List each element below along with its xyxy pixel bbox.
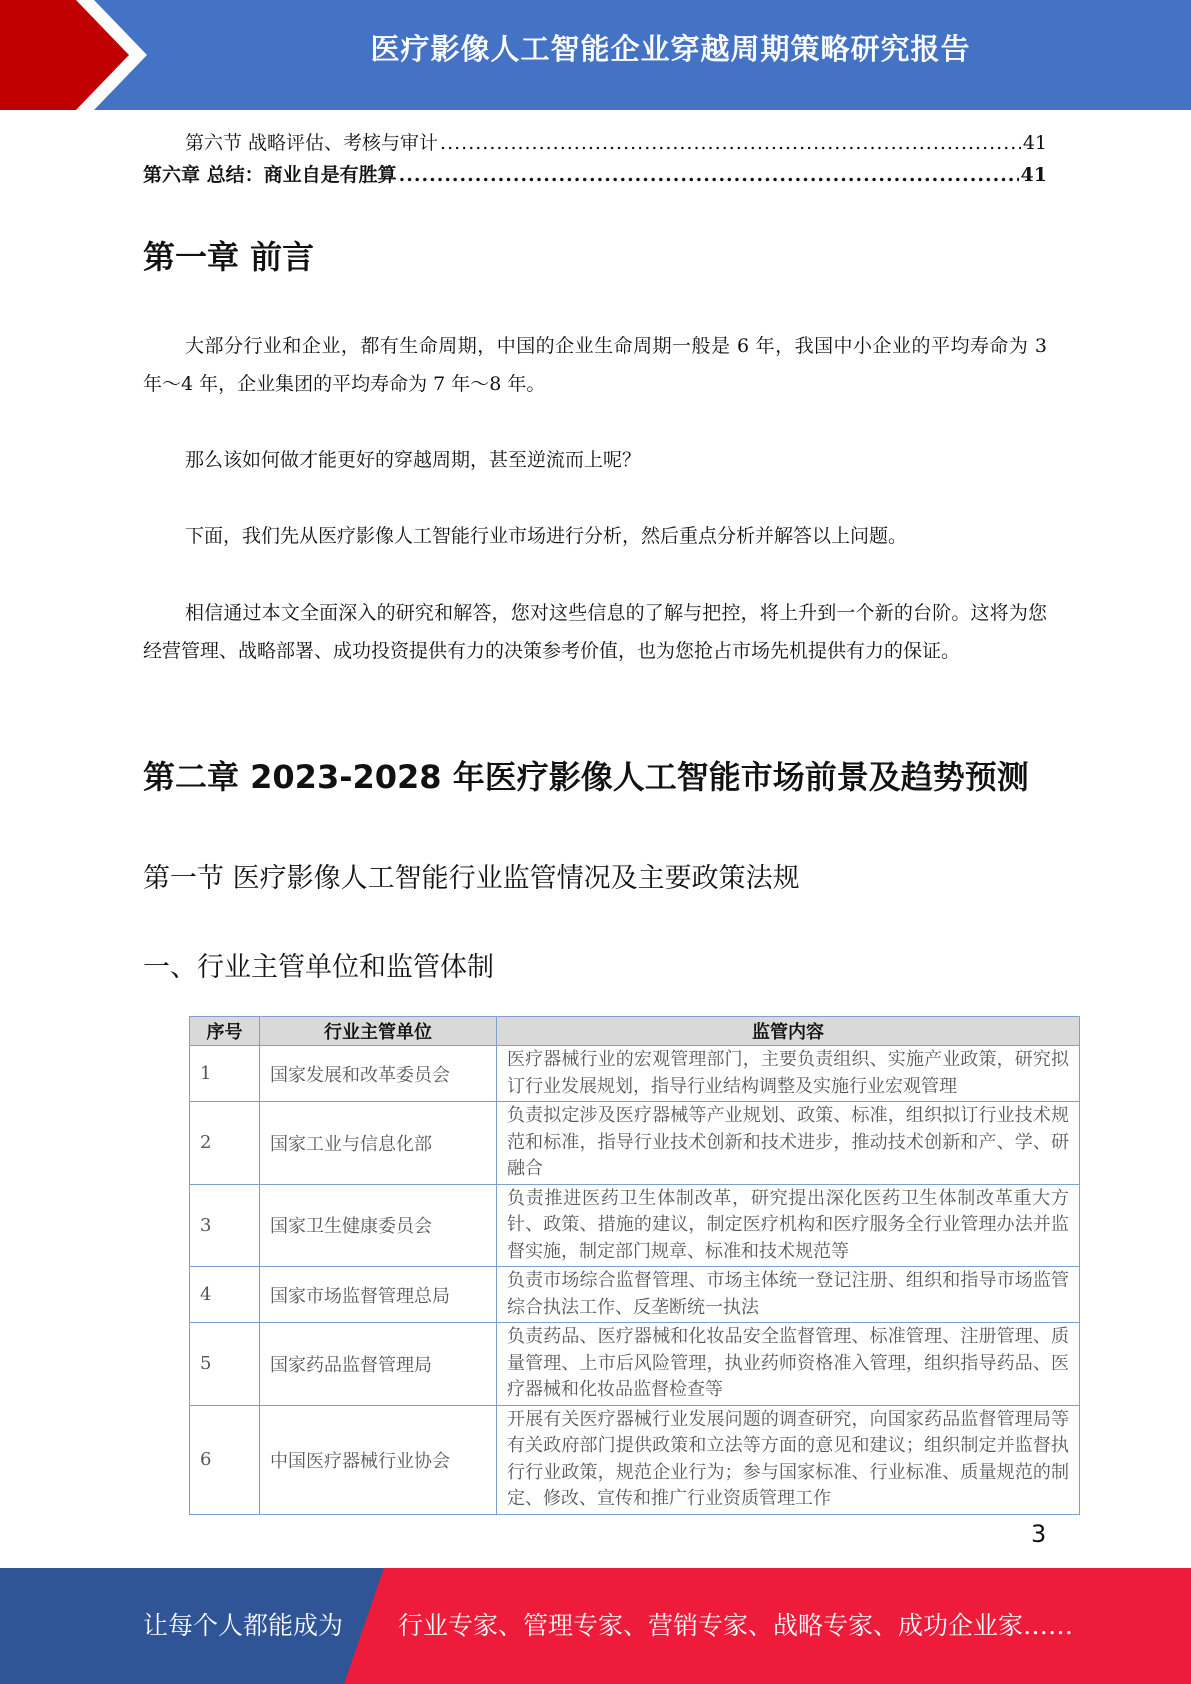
regulatory-content: 开展有关医疗器械行业发展问题的调查研究，向国家药品监督管理局等有关政府部门提供政策和立法等方面的意见和建议；组织制定并监督执行行业政策，规范企业行为；参与国家标准、行业标准、质量规范的制定、修改、宣传和推广行业资质管理工作 [497, 1405, 1080, 1514]
chapter-2-heading: 第二章 2023-2028 年医疗影像人工智能市场前景及趋势预测 [143, 758, 1029, 796]
regulatory-content: 负责拟定涉及医疗器械等产业规划、政策、标准，组织拟订行业技术规范和标准，指导行业技术创新和技术进步，推动技术创新和产、学、研融合 [497, 1102, 1080, 1185]
toc-entry-chapter-6[interactable] [143, 160, 1047, 190]
table-row [190, 1323, 1080, 1406]
table-row [190, 1102, 1080, 1185]
chapter-1-heading: 第一章 前言 [143, 238, 315, 276]
row-number: 6 [190, 1405, 260, 1514]
authority-name: 中国医疗器械行业协会 [260, 1405, 497, 1514]
toc-entry-label: 第六节 战略评估、考核与审计 [185, 132, 439, 154]
intro-paragraph-2: 那么该如何做才能更好的穿越周期，甚至逆流而上呢？ [185, 449, 642, 471]
report-title: 医疗影像人工智能企业穿越周期策略研究报告 [370, 32, 971, 66]
toc-entry-label: 第六章 总结：商业自是有胜算 [143, 164, 397, 186]
header-red-arrow-decoration [0, 0, 160, 110]
authority-name: 国家发展和改革委员会 [260, 1046, 497, 1102]
regulatory-authorities-table [189, 1016, 1080, 1515]
toc-entry-page: 41 [1020, 164, 1047, 186]
toc-leader-dots [440, 132, 1021, 154]
row-number: 1 [190, 1046, 260, 1102]
authority-name: 国家工业与信息化部 [260, 1102, 497, 1185]
row-number: 5 [190, 1323, 260, 1406]
regulatory-content: 负责市场综合监督管理、市场主体统一登记注册、组织和指导市场监管综合执法工作、反垄断统一执法 [497, 1267, 1080, 1323]
column-header-authority: 行业主管单位 [260, 1017, 497, 1046]
toc-entry-page: 41 [1022, 132, 1047, 154]
page-footer [0, 1568, 1191, 1684]
row-number: 3 [190, 1184, 260, 1267]
authority-name: 国家药品监督管理局 [260, 1323, 497, 1406]
row-number: 4 [190, 1267, 260, 1323]
table-row [190, 1267, 1080, 1323]
regulatory-content: 负责药品、医疗器械和化妆品安全监督管理、标准管理、注册管理、质量管理、上市后风险管理，执业药师资格准入管理，组织指导药品、医疗器械和化妆品监督检查等 [497, 1323, 1080, 1406]
toc-leader-dots [399, 164, 1019, 186]
table-row [190, 1184, 1080, 1267]
page-number: 3 [1031, 1520, 1047, 1548]
column-header-number: 序号 [190, 1017, 260, 1046]
intro-paragraph-1: 大部分行业和企业，都有生命周期，中国的企业生命周期一般是 6 年，我国中小企业的平均寿命为 3 年～4 年，企业集团的平均寿命为 7 年～8 年。 [143, 335, 1047, 395]
regulatory-content: 医疗器械行业的宏观管理部门，主要负责组织、实施产业政策，研究拟订行业发展规划，指导行业结构调整及实施行业宏观管理 [497, 1046, 1080, 1102]
page-header [0, 0, 1191, 110]
authority-name: 国家市场监督管理总局 [260, 1267, 497, 1323]
table-row [190, 1046, 1080, 1102]
subsection-1-heading: 一、行业主管单位和监管体制 [143, 952, 494, 983]
row-number: 2 [190, 1102, 260, 1185]
section-1-heading: 第一节 医疗影像人工智能行业监管情况及主要政策法规 [143, 863, 800, 894]
regulatory-content: 负责推进医药卫生体制改革，研究提出深化医药卫生体制改革重大方针、政策、措施的建议，制定医疗机构和医疗服务全行业管理办法并监督实施，制定部门规章、标准和技术规范等 [497, 1184, 1080, 1267]
table-row [190, 1405, 1080, 1514]
table-header-row [190, 1017, 1080, 1046]
toc-entry-section-6[interactable] [143, 128, 1047, 158]
authority-name: 国家卫生健康委员会 [260, 1184, 497, 1267]
footer-slogan-right: 行业专家、管理专家、营销专家、战略专家、成功企业家…… [398, 1611, 1074, 1640]
intro-paragraph-4: 相信通过本文全面深入的研究和解答，您对这些信息的了解与把控，将上升到一个新的台阶。这将为您经营管理、战略部署、成功投资提供有力的决策参考价值，也为您抢占市场先机提供有力的保证。 [143, 602, 1047, 662]
footer-slogan-left: 让每个人都能成为 [143, 1611, 344, 1640]
column-header-content: 监管内容 [497, 1017, 1080, 1046]
intro-paragraph-3: 下面，我们先从医疗影像人工智能行业市场进行分析，然后重点分析并解答以上问题。 [185, 525, 908, 547]
